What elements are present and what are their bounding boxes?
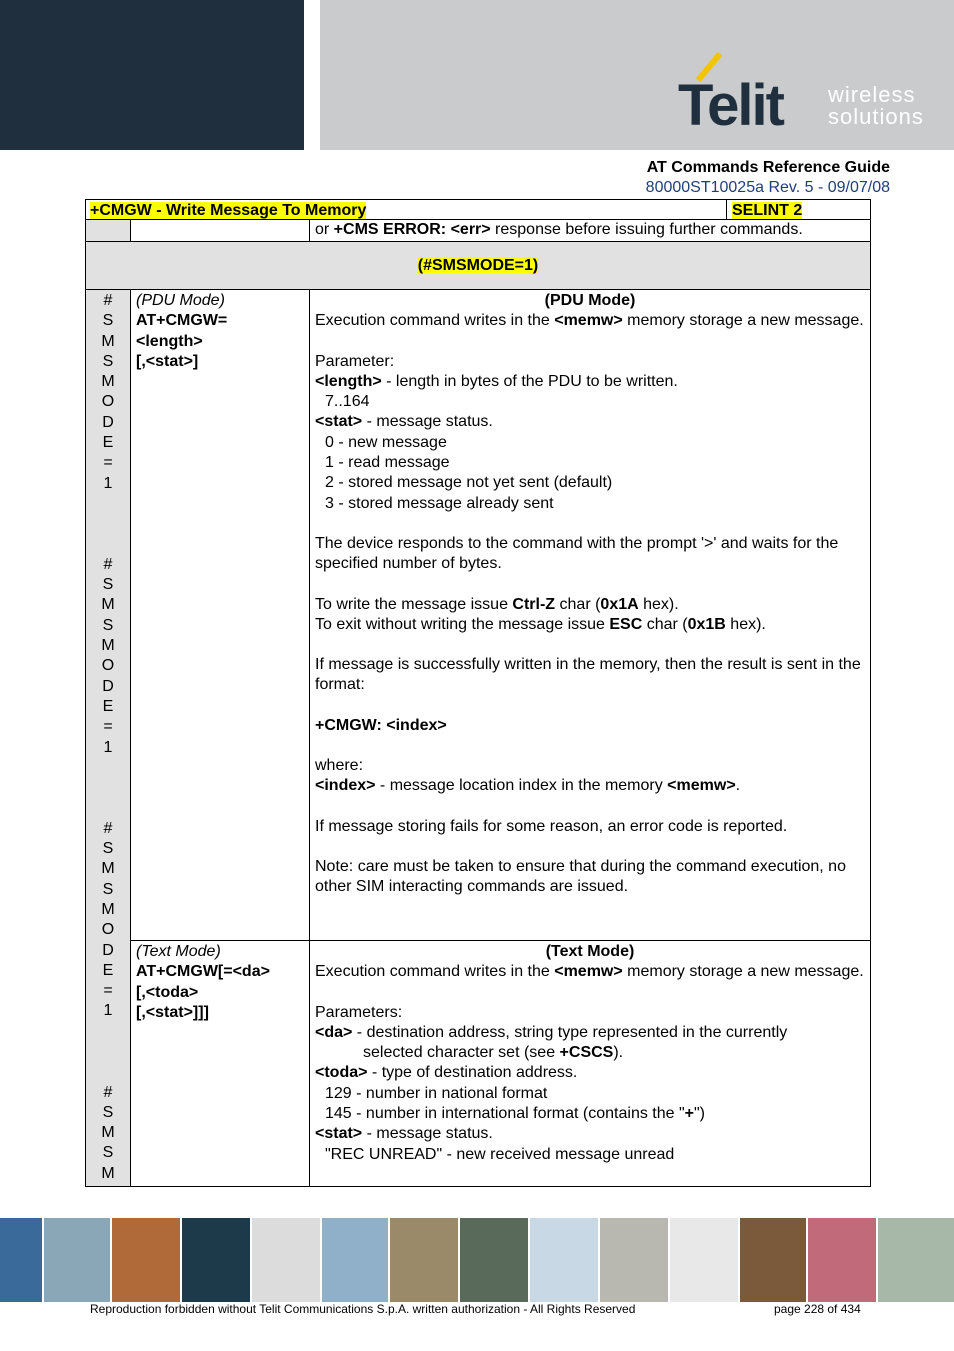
side-letter: E	[102, 697, 114, 715]
pdu-stat-value-3: 3 - stored message already sent	[325, 494, 554, 512]
side-letter: S	[102, 352, 114, 370]
carry-syntax-cell	[130, 219, 310, 242]
logo-tagline	[828, 84, 924, 128]
mode-banner-row	[85, 241, 871, 290]
carry-or: or	[315, 221, 334, 238]
side-letter: D	[102, 677, 114, 695]
footer-photo	[878, 1218, 954, 1302]
text-heading: (Text Mode)	[545, 943, 635, 960]
pdu-desc-cell	[309, 289, 871, 941]
side-letter: M	[101, 596, 115, 614]
side-letter: #	[103, 555, 113, 573]
table-title-row	[85, 199, 871, 220]
footer-photo	[322, 1218, 388, 1302]
document-subtitle: 80000ST10025a Rev. 5 - 09/07/08	[645, 179, 890, 196]
pdu-param-label: Parameter:	[315, 352, 395, 370]
pdu-stat-value-2: 2 - stored message not yet sent (default)	[325, 474, 613, 492]
footer-photo	[112, 1218, 180, 1302]
side-letter: 1	[103, 738, 113, 756]
carry-over-row	[85, 219, 871, 242]
carry-side-cell	[85, 219, 131, 242]
side-letter: S	[102, 840, 114, 858]
footer-photo	[252, 1218, 320, 1302]
side-letter: S	[102, 616, 114, 634]
pdu-length-range: 7..164	[325, 393, 370, 411]
command-title: +CMGW - Write Message To Memory	[90, 202, 367, 219]
pdu-note-text: Note: care must be taken to ensure that during the command execution, no other SIM interacting commands are issued.	[315, 857, 846, 896]
telit-logo	[678, 48, 938, 138]
side-letter: S	[102, 1103, 114, 1121]
side-letter: #	[103, 1083, 113, 1101]
side-letter: S	[102, 312, 114, 330]
text-stat-first: "REC UNREAD" - new received message unread	[325, 1145, 675, 1163]
footer-photo	[390, 1218, 458, 1302]
logo-tagline-line1: wireless	[828, 82, 916, 107]
footer-photo	[808, 1218, 876, 1302]
text-da-param: <da> - destination address, string type represented in the currently	[315, 1023, 788, 1041]
document-title: AT Commands Reference Guide	[646, 159, 890, 176]
side-letter: S	[102, 880, 114, 898]
pdu-syntax-cell	[130, 289, 310, 941]
pdu-stat-value-1: 1 - read message	[325, 454, 450, 472]
pdu-mode-label: (PDU Mode)	[136, 292, 225, 309]
pdu-write-instruction: To write the message issue Ctrl-Z char (0x1A hex).	[315, 595, 679, 613]
side-letter: S	[102, 576, 114, 594]
logo-tagline-line2: solutions	[828, 104, 924, 129]
logo-wordmark: Telit	[678, 73, 783, 138]
pdu-length-param: <length> - length in bytes of the PDU to be written.	[315, 372, 678, 390]
page-number: page 228 of 434	[774, 1302, 861, 1316]
side-letter: M	[101, 373, 115, 391]
side-letter: =	[103, 718, 113, 736]
mode-banner-cell	[85, 241, 871, 290]
carry-err: +CMS ERROR: <err>	[333, 221, 491, 238]
side-letter: M	[101, 637, 115, 655]
pdu-fail-text: If message storing fails for some reason, an error code is reported.	[315, 817, 788, 835]
text-syntax-1: AT+CMGW[=<da>	[136, 963, 270, 981]
pdu-exit-instruction: To exit without writing the message issue ESC char (0x1B hex).	[315, 615, 766, 633]
side-letter: 1	[103, 474, 113, 492]
side-letter: #	[103, 292, 113, 309]
footer-photo	[460, 1218, 528, 1302]
footer-photo	[600, 1218, 668, 1302]
side-letter: D	[102, 413, 114, 431]
pdu-mode-row	[85, 289, 871, 941]
pdu-result-format: +CMGW: <index>	[315, 716, 447, 734]
text-mode-label: (Text Mode)	[136, 943, 221, 960]
footer-photo	[44, 1218, 110, 1302]
side-letter: E	[102, 434, 114, 452]
text-toda-129: 129 - number in national format	[325, 1084, 548, 1102]
text-description: Execution command writes in the <memw> memory storage a new message.	[315, 963, 864, 981]
side-letter: O	[101, 393, 115, 411]
side-letter: =	[103, 454, 113, 472]
pdu-syntax-2: <length>	[136, 332, 203, 350]
pdu-index-param: <index> - message location index in the memory <memw>.	[315, 777, 741, 795]
side-letter: M	[101, 332, 115, 350]
footer-photo	[0, 1218, 42, 1302]
footer-image-strip	[0, 1218, 954, 1302]
footer-photo	[182, 1218, 250, 1302]
text-syntax-2: [,<toda>	[136, 983, 199, 1001]
pdu-heading: (PDU Mode)	[544, 292, 636, 309]
selint-tag: SELINT 2	[732, 202, 803, 219]
mode-banner: (#SMSMODE=1)	[417, 257, 539, 274]
side-letter: #	[103, 819, 113, 837]
side-letter: =	[103, 982, 113, 1000]
text-desc-cell	[309, 940, 871, 1187]
side-letter: M	[101, 1164, 115, 1182]
side-letter: O	[101, 921, 115, 939]
pdu-description: Execution command writes in the <memw> memory storage a new message.	[315, 312, 864, 330]
text-syntax-cell	[130, 940, 310, 1187]
pdu-syntax-1: AT+CMGW=	[136, 312, 228, 330]
pdu-stat-value-0: 0 - new message	[325, 433, 447, 451]
selint-cell	[726, 199, 871, 220]
footer-rights: Reproduction forbidden without Telit Communications S.p.A. written authorization - All Rights Reserved	[90, 1302, 636, 1316]
side-letter: S	[102, 1144, 114, 1162]
side-letter: E	[102, 961, 114, 979]
text-da-param-cont: selected character set (see +CSCS).	[363, 1044, 624, 1062]
side-letter: D	[102, 941, 114, 959]
header-dark-panel	[0, 0, 304, 150]
footer-photo	[530, 1218, 598, 1302]
text-toda-param: <toda> - type of destination address.	[315, 1064, 578, 1082]
pdu-where: where:	[315, 757, 364, 775]
carry-rest: response before issuing further commands.	[490, 221, 803, 238]
pdu-syntax-3: [,<stat>]	[136, 352, 199, 370]
footer-photo	[670, 1218, 738, 1302]
text-stat-param: <stat> - message status.	[315, 1125, 493, 1143]
side-letter: M	[101, 900, 115, 918]
table-title-cell	[85, 199, 727, 220]
pdu-prompt-text: The device responds to the command with the prompt '>' and waits for the specified number of bytes.	[315, 534, 839, 573]
text-syntax-3: [,<stat>]]]	[136, 1003, 209, 1021]
side-letter: 1	[103, 1002, 113, 1020]
side-letter: M	[101, 1124, 115, 1142]
side-letter: M	[101, 860, 115, 878]
side-letter: O	[101, 657, 115, 675]
pdu-success-text: If message is successfully written in the memory, then the result is sent in the format:	[315, 656, 861, 694]
text-mode-row	[85, 940, 871, 1187]
text-toda-145: 145 - number in international format (contains the "+")	[325, 1105, 706, 1123]
text-param-label: Parameters:	[315, 1003, 403, 1021]
carry-desc-cell	[309, 219, 871, 242]
footer-photo	[740, 1218, 806, 1302]
pdu-stat-param: <stat> - message status.	[315, 413, 493, 431]
